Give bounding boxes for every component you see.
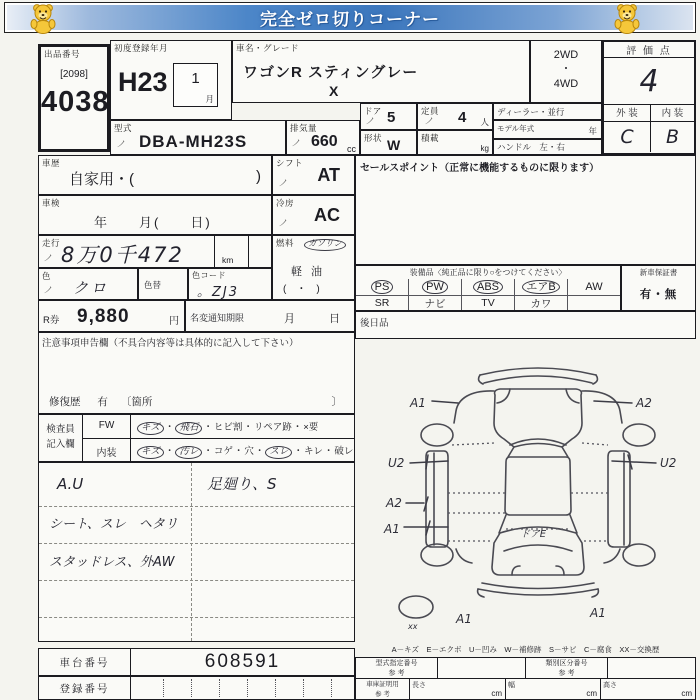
car-name: ワゴンR スティングレー <box>243 64 419 81</box>
memo-note: スタッドレス、外AW <box>49 555 175 570</box>
firstreg-year: H23 <box>118 67 168 97</box>
equip-abs-circled: ABS <box>473 280 503 295</box>
chassis-label: 車台番号 <box>39 649 131 675</box>
teddy-bear-icon <box>612 2 642 35</box>
registration-label: 登録番号 <box>39 677 131 699</box>
displacement-label: 排気量 <box>290 123 318 133</box>
cooling-box <box>272 195 355 235</box>
inspector-row2-head: 内装 <box>83 439 131 463</box>
displacement-value: 660 <box>311 133 338 150</box>
separator: ・ <box>164 422 175 433</box>
fuel-label: 燃料 <box>276 238 295 248</box>
model-designation-sub: 参 考 <box>388 669 405 677</box>
separator: ・ <box>293 446 303 457</box>
damage-word: ヒビ割 <box>213 422 243 433</box>
damage-word: コゲ <box>213 446 233 457</box>
garage-cert-sub: 参 考 <box>375 690 390 698</box>
interior-grade: B <box>665 126 680 148</box>
car-name-label: 車名・グレード <box>236 43 300 53</box>
spec-table <box>355 657 696 700</box>
diagram-mark-rear-left: A1 <box>456 612 472 626</box>
chassis-value: 608591 <box>204 651 281 672</box>
model-code: DBA-MH23S <box>139 132 248 151</box>
warranty-label: 新車保証書 <box>639 268 678 277</box>
sales-point-label: セールスポイント（正常に機能するものに限ります） <box>360 163 600 174</box>
memo-line <box>39 543 354 544</box>
mileage-label: 走行 <box>42 238 61 248</box>
handle-box <box>493 139 602 155</box>
model-year-box <box>493 120 602 139</box>
memo-note: 足廻り、S <box>207 475 277 493</box>
separator: ・ <box>203 422 213 433</box>
separator: ・ <box>254 446 265 457</box>
separator: ・ <box>164 446 175 457</box>
score-label: 評 価 点 <box>604 42 694 58</box>
width-unit: cm <box>586 689 597 698</box>
capacity-label: 定員 <box>421 106 440 116</box>
color-code-value: 。ZJ3 <box>197 285 240 300</box>
separator: ・ <box>292 422 303 433</box>
load-label: 積載 <box>421 133 440 143</box>
equip-sr: SR <box>356 296 409 310</box>
later-items-box <box>355 311 696 339</box>
warranty-box <box>621 265 696 311</box>
lot-number-box <box>38 44 110 152</box>
memo-divider <box>191 463 192 641</box>
color-change-box <box>138 268 188 300</box>
color-label: 色 <box>42 271 52 281</box>
fuel-box <box>272 235 355 300</box>
check-tick: ノ <box>278 218 288 228</box>
color-change-label: 色替 <box>144 280 162 290</box>
grade-score-box <box>602 40 696 155</box>
damage-word: リペア跡 <box>253 422 292 433</box>
car-sketch <box>360 345 696 641</box>
check-tick: ノ <box>291 138 301 148</box>
displacement-box <box>286 120 360 155</box>
dotted-separator <box>191 679 192 697</box>
dotted-separator <box>275 679 276 697</box>
memo-line <box>39 506 354 507</box>
model-designation-label: 型式指定番号 <box>375 660 418 667</box>
memo-line <box>39 580 354 581</box>
score-value: 4 <box>604 58 694 105</box>
length-label: 長さ <box>412 682 426 689</box>
check-tick: ノ <box>116 139 126 149</box>
diagram-mark-left-u2: U2 <box>388 456 405 470</box>
meihen-label: 名変通知期限 <box>190 313 245 323</box>
diagram-mark-front-left: A1 <box>410 396 426 410</box>
shift-box <box>272 155 355 195</box>
damage-word-circled: 飛石 <box>175 422 202 435</box>
repair-history-value: 有 <box>97 396 108 408</box>
banner-title: 完全ゼロ切りコーナー <box>260 10 440 29</box>
separator: ・ <box>203 446 213 457</box>
dealer-parallel-box <box>493 103 602 120</box>
shift-value: AT <box>317 165 340 185</box>
diagram-mark-spare: xx <box>408 622 418 631</box>
sales-point-box <box>355 155 696 265</box>
diagram-mark-front-right: A2 <box>636 396 652 410</box>
repair-history-label: 修復歴 <box>49 396 81 408</box>
lot-number: 4038 <box>41 86 110 118</box>
handle-value: 左・右 <box>539 142 565 152</box>
check-tick: ノ <box>278 178 288 188</box>
mileage-unit: km <box>222 255 234 265</box>
first-registration-box <box>110 40 232 120</box>
later-items-label: 後日品 <box>360 318 389 329</box>
lot-label: 出品番号 <box>44 49 81 59</box>
separator: ・ <box>323 446 334 457</box>
damage-word-circled: キズ <box>137 422 164 435</box>
drive-type-box <box>530 40 602 103</box>
check-tick: ノ <box>43 285 53 295</box>
history-box <box>38 155 272 195</box>
length-unit: cm <box>491 689 502 698</box>
exterior-damage-words <box>131 415 354 439</box>
separator: ・ <box>243 422 253 433</box>
capacity-value: 4 <box>458 109 467 126</box>
damage-word: 穴 <box>244 446 254 457</box>
banner-gradient <box>7 5 693 30</box>
height-label: 高さ <box>603 682 617 689</box>
equipment-label: 装備品〈純正品に限り○をつけてください〉 <box>409 268 567 277</box>
shift-label: シフト <box>276 158 304 168</box>
model-label: 型式 <box>114 123 133 133</box>
class-number-value <box>608 658 695 678</box>
model-year-unit: 年 <box>588 126 597 136</box>
color-box <box>38 268 138 300</box>
equipment-box <box>355 265 621 311</box>
doors-value: 5 <box>387 109 396 126</box>
doors-label: ドア <box>364 106 382 116</box>
notice-label: 注意事項申告欄（不具合内容等は具体的に記入して下さい） <box>42 338 299 349</box>
warranty-value: 有・無 <box>639 289 678 301</box>
banner <box>4 2 696 33</box>
damage-legend: A－キズ E－エクボ U－凹み W－補修跡 S－サビ C－腐食 XX－交換歴 <box>391 645 660 654</box>
drive-dot: ・ <box>560 63 572 76</box>
drive-2wd: 2WD <box>553 49 579 61</box>
memo-line <box>39 617 354 618</box>
dotted-separator <box>303 679 304 697</box>
capacity-unit: 人 <box>480 117 489 127</box>
memo-note: A.U <box>57 475 84 493</box>
separator: ・ <box>233 446 244 457</box>
firstreg-month: 1 <box>191 70 200 87</box>
firstreg-month-box <box>173 63 218 107</box>
drive-4wd: 4WD <box>553 77 579 90</box>
inspector-label-top: 検査員 <box>46 424 75 435</box>
dotted-separator <box>163 679 164 697</box>
shape-label: 形状 <box>364 133 383 143</box>
rken-value: 9,880 <box>77 306 130 327</box>
width-label: 幅 <box>508 682 515 689</box>
equip-navi: ナビ <box>409 296 462 310</box>
inspection-box <box>38 195 272 235</box>
diagram-mark-center: ドアE <box>520 529 547 540</box>
diagram-mark-right-u2: U2 <box>660 456 677 470</box>
damage-word-circled: 汚レ <box>175 446 202 459</box>
model-year-label: モデル年式 <box>497 124 535 133</box>
name-change-box <box>185 300 355 332</box>
equip-aw: AW <box>585 281 603 293</box>
recycle-ticket-box <box>38 300 185 332</box>
height-unit: cm <box>681 689 692 698</box>
class-number-label: 類別区分番号 <box>545 660 588 667</box>
memo-note: シート、スレ ヘタリ <box>49 517 178 532</box>
shape-value: W <box>387 137 401 153</box>
load-box <box>417 130 493 155</box>
equip-ps-circled: PS <box>371 280 394 295</box>
month-unit: 月 <box>205 94 214 104</box>
equip-leather: カワ <box>515 296 568 310</box>
inspector-row1-head: FW <box>83 415 131 439</box>
repair-location-label: 〔箇所 <box>120 396 153 408</box>
notice-box <box>38 332 355 414</box>
mileage-box <box>38 235 272 268</box>
handle-label: ハンドル <box>497 142 532 152</box>
divider <box>214 236 215 267</box>
interior-damage-words <box>131 439 354 463</box>
check-tick: ノ <box>43 253 53 263</box>
firstreg-label: 初度登録年月 <box>114 43 169 53</box>
capacity-box <box>417 103 493 130</box>
equip-airbag-circled: エアB <box>522 280 559 295</box>
model-code-box <box>110 120 286 155</box>
history-value: 自家用・( <box>69 171 134 188</box>
cooling-label: 冷房 <box>276 198 295 208</box>
diagram-mark-rear-right: A1 <box>590 606 606 620</box>
damage-diagram <box>360 345 696 641</box>
dotted-separator <box>219 679 220 697</box>
model-designation-value <box>438 658 526 678</box>
history-close: ) <box>256 168 261 185</box>
mileage-value: 8万0千472 <box>61 243 184 267</box>
inspector-box <box>38 414 355 462</box>
cooling-value: AC <box>314 205 340 225</box>
diagram-mark-left-a2: A2 <box>386 496 402 510</box>
dotted-separator <box>247 679 248 697</box>
interior-label: 内 装 <box>651 105 694 122</box>
color-value: クロ <box>73 279 110 297</box>
doors-box <box>360 103 417 130</box>
damage-word: 破レ <box>334 446 354 457</box>
meihen-value: 月 日 <box>284 313 344 325</box>
chassis-number-row <box>38 648 355 676</box>
exterior-label: 外 装 <box>604 105 651 122</box>
fuel-gasoline-circled: ガソリン <box>304 239 346 251</box>
shape-box <box>360 130 417 155</box>
car-grade: X <box>329 83 339 99</box>
load-unit: kg <box>480 144 489 153</box>
fuel-diesel: 軽 油 <box>291 266 326 278</box>
rken-unit: 円 <box>169 316 179 327</box>
color-code-box <box>188 268 272 300</box>
teddy-bear-icon <box>28 2 58 35</box>
check-tick: ノ <box>424 116 434 126</box>
damage-word: キレ <box>303 446 323 457</box>
check-tick: ノ <box>365 116 375 126</box>
equip-tv: TV <box>462 296 515 310</box>
car-name-box <box>232 40 530 103</box>
damage-word-circled: スレ <box>265 446 292 459</box>
diagram-mark-left-a1: A1 <box>384 522 400 536</box>
divider <box>248 236 249 267</box>
class-number-sub: 参 考 <box>558 669 575 677</box>
dealer-label: ディーラー・並行 <box>497 107 565 117</box>
history-label: 車歴 <box>42 158 61 168</box>
memo-area <box>38 462 355 642</box>
dotted-separator <box>331 679 332 697</box>
exterior-grade: C <box>604 122 651 152</box>
rken-label: R券 <box>43 315 60 326</box>
equip-pw-circled: PW <box>422 280 448 295</box>
inspection-label: 車検 <box>42 198 61 208</box>
inspection-value: 年 月( 日) <box>94 215 212 230</box>
damage-word-circled: キズ <box>137 446 164 459</box>
inspector-label-bottom: 記入欄 <box>46 439 75 451</box>
garage-cert-label: 車庫証明用 <box>366 681 399 688</box>
displacement-unit: cc <box>347 144 356 154</box>
damage-word: ×要 <box>303 422 319 433</box>
color-code-label: 色コード <box>192 271 226 280</box>
equip-empty <box>568 296 620 310</box>
lot-code: [2098] <box>60 69 88 80</box>
fuel-paren: ( ・ ) <box>283 284 320 295</box>
repair-close: 〕 <box>331 396 342 408</box>
registration-number-row <box>38 676 355 700</box>
